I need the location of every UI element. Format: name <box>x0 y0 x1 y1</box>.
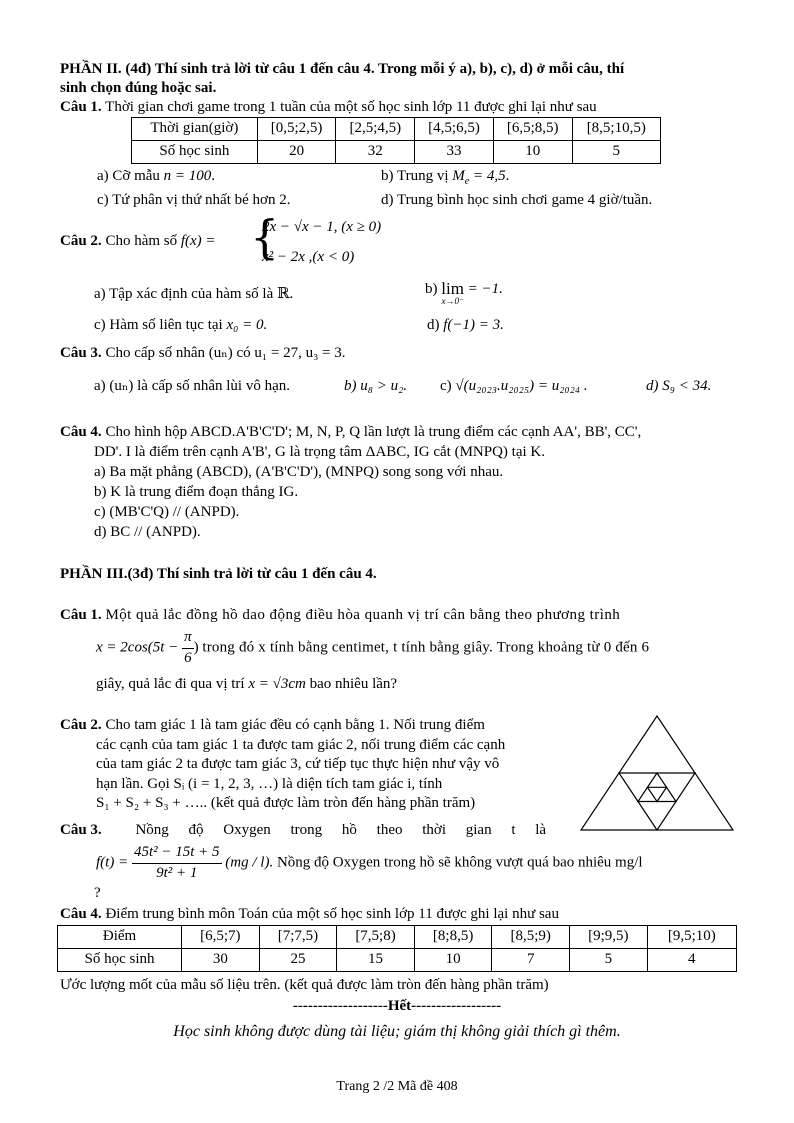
text: giây, quả lắc đi qua vị trí <box>96 676 245 692</box>
option-label: d) <box>427 317 440 333</box>
equation: x = 2cos(5t − <box>96 639 179 656</box>
table-cell: Số học sinh <box>132 141 258 164</box>
table-cell: [8,5;9) <box>492 926 570 949</box>
table-cell: [7,5;8) <box>337 926 415 949</box>
p3-q2-line3: của tam giác 2 ta được tam giác 3, cứ tiếp tục thực hiện như vậy vô <box>96 756 500 772</box>
p2-q1-d: d) Trung bình học sinh chơi game 4 giờ/tuần. <box>381 192 653 208</box>
text: bao nhiêu lần? <box>309 676 398 692</box>
table-cell: 30 <box>182 949 260 972</box>
frac-num: 45t² − 15t + 5 <box>132 843 222 864</box>
text: Nồng độ Oxygen trong hồ theo thời gian t là <box>135 822 547 838</box>
lim-sub: x→0⁻ <box>441 296 464 306</box>
p2-q1-a: a) Cỡ mẫu n = 100. <box>97 168 216 184</box>
p3-q1-eqline: x = 2cos(5t − $\frac{\pi}{6}$ ) trong đó x tính bằng centimet, t tính bằng giây. Trong khoảng từ 0 đến 6 <box>96 628 649 668</box>
p2-q4-c: c) (MB'C'Q) // (ANPD). <box>94 504 240 520</box>
p2-q2 <box>60 232 216 252</box>
p2-q3-label: Câu 3. <box>60 345 102 361</box>
p3-q2-line4: hạn lần. Gọi Sᵢ (i = 1, 2, 3, …) là diện tích tam giác i, tính <box>96 775 443 792</box>
page-footer: Trang 2 /2 Mã đề 408 <box>336 1079 458 1094</box>
option-math: M <box>452 168 465 184</box>
p3-q2-line1 <box>60 716 562 736</box>
p2-q2-fx: f(x) = <box>180 233 216 249</box>
option-text: b) Trung vị <box>381 168 449 184</box>
table-cell: 10 <box>493 141 572 164</box>
p2-q4-b: b) K là trung điểm đoạn thẳng IG. <box>94 484 299 500</box>
unit: (mg / l). <box>225 854 274 871</box>
limit-expr <box>441 280 464 306</box>
table-cell: [9,5;10) <box>647 926 736 949</box>
p2-q2-c <box>94 316 267 336</box>
table-cell: [4,5;6,5) <box>415 118 494 141</box>
p2-q1-table <box>131 117 661 164</box>
p3-q1-label: Câu 1. <box>60 607 102 623</box>
option-math: n = 100 <box>163 168 212 184</box>
p2-q4-line2: DD'. I là điểm trên cạnh A'B', G là trọng tâm ΔABC, IG cắt (MNPQ) tại K. <box>94 444 546 460</box>
text: Điểm trung bình môn Toán của một số học sinh lớp 11 được ghi lại như sau <box>105 906 559 922</box>
p2-q3-b: b) u₈ > u₂. <box>344 378 408 394</box>
frac-num: π <box>182 628 194 649</box>
p2-q1-label: Câu 1. <box>60 99 102 115</box>
table-row <box>58 926 737 949</box>
p2-q4-a: a) Ba mặt phẳng (ABCD), (A'B'C'D'), (MNPQ) song song với nhau. <box>94 464 504 480</box>
option-math: x₀ = 0. <box>226 317 268 333</box>
option-label: c) <box>440 378 452 394</box>
frac-den: 9t² + 1 <box>156 864 198 881</box>
table-cell: 32 <box>336 141 415 164</box>
p3-q1 <box>60 606 620 626</box>
triangle-4 <box>648 787 667 801</box>
end-line: -------------------Hết------------------ <box>292 998 502 1014</box>
p3-q4-after: Ước lượng mốt của mẫu số liệu trên. (kết quả được làm tròn đến hàng phần trăm) <box>60 977 549 993</box>
option-label: b) <box>425 281 438 297</box>
oxygen-fraction <box>132 843 222 883</box>
p2-q1-b: b) Trung vị $M_e = 4,5$. <box>381 168 510 187</box>
pi-over-six <box>182 628 194 668</box>
p3-q4 <box>60 905 559 925</box>
p2-q1 <box>60 98 597 118</box>
table-cell: Thời gian(giờ) <box>132 118 258 141</box>
p3-q1-line1: Một quả lắc đồng hồ dao động điều hòa quanh vị trí cân bằng theo phương trình <box>105 607 621 623</box>
p2-q2-d <box>427 316 504 336</box>
p2-q3-a: a) (uₙ) là cấp số nhân lùi vô hạn. <box>94 378 291 394</box>
option-text: a) Cỡ mẫu <box>97 168 160 184</box>
p2-q2-b <box>425 280 503 306</box>
table-cell: [6,5;7) <box>182 926 260 949</box>
table-cell: [0,5;2,5) <box>257 118 336 141</box>
part3-header: PHẦN III.(3đ) Thí sinh trả lời từ câu 1 đến câu 4. <box>60 566 377 582</box>
table-cell: [8,5;10,5) <box>572 118 660 141</box>
table-cell: [8;8,5) <box>414 926 492 949</box>
exam-note: Học sinh không được dùng tài liệu; giám thị không giải thích gì thêm. <box>173 1023 621 1040</box>
frac-den: 6 <box>184 649 192 666</box>
p2-q4 <box>60 423 641 443</box>
p2-q2-text: Cho hàm số <box>105 233 178 249</box>
table-cell: Số học sinh <box>58 949 182 972</box>
p3-q3-label: Câu 3. <box>60 822 102 838</box>
p3-q1-line3 <box>96 675 397 695</box>
p3-q4-table <box>57 925 737 972</box>
table-cell: 33 <box>415 141 494 164</box>
p3-q3-formula <box>96 843 643 883</box>
p2-q3 <box>60 344 346 364</box>
p3-q3 <box>60 821 546 841</box>
option-math: = −1. <box>467 281 503 297</box>
p2-q4-line1: Cho hình hộp ABCD.A'B'C'D'; M, N, P, Q lần lượt là trung điểm các cạnh AA', BB', CC', <box>105 424 642 440</box>
table-cell: 7 <box>492 949 570 972</box>
p2-q1-text: Thời gian chơi game trong 1 tuần của một số học sinh lớp 11 được ghi lại như sau <box>105 99 597 115</box>
table-row <box>58 949 737 972</box>
p2-q3-c <box>440 377 588 397</box>
table-cell: 5 <box>572 141 660 164</box>
option-math: = 4,5 <box>472 168 506 184</box>
p2-q2-case2: x² − 2x ,(x < 0) <box>262 249 355 265</box>
p2-q2-label: Câu 2. <box>60 233 102 249</box>
table-cell: 4 <box>647 949 736 972</box>
p2-q4-label: Câu 4. <box>60 424 102 440</box>
p2-q2-case1: 2x − √x − 1, (x ≥ 0) <box>262 219 382 235</box>
table-cell: 20 <box>257 141 336 164</box>
p2-q2-a: a) Tập xác định của hàm số là ℝ. <box>94 286 294 302</box>
table-cell: 15 <box>337 949 415 972</box>
p3-q2-line5: S₁ + S₂ + S₃ + ….. (kết quả được làm tròn đến hàng phần trăm) <box>96 795 476 811</box>
option-math: f(−1) = 3. <box>443 317 504 333</box>
p3-q2-label: Câu 2. <box>60 717 102 733</box>
fx: f(t) = <box>96 854 129 871</box>
part2-header-cont: sinh chọn đúng hoặc sai. <box>60 80 217 96</box>
table-row <box>132 118 661 141</box>
table-cell: 25 <box>259 949 337 972</box>
text: Nồng độ Oxygen trong hồ sẽ không vượt quá bao nhiêu mg/l <box>276 854 643 871</box>
table-cell: [7;7,5) <box>259 926 337 949</box>
table-cell: 5 <box>570 949 648 972</box>
p3-q1-line2: trong đó x tính bằng centimet, t tính bằng giây. Trong khoảng từ 0 đến 6 <box>202 639 650 656</box>
p2-q4-d: d) BC // (ANPD). <box>94 524 201 540</box>
table-cell: [9;9,5) <box>570 926 648 949</box>
option-math: √(u₂₀₂₃.u₂₀₂₅) = u₂₀₂₄ . <box>455 378 588 394</box>
p2-q3-text: Cho cấp số nhân (uₙ) có u₁ = 27, u₃ = 3. <box>105 345 346 361</box>
option-text: c) Hàm số liên tục tại <box>94 317 223 333</box>
lim-text: lim <box>441 279 464 298</box>
p3-q2-line2: các cạnh của tam giác 1 ta được tam giác 2, nối trung điểm các cạnh <box>96 736 506 753</box>
table-cell: [2,5;4,5) <box>336 118 415 141</box>
nested-triangles-figure <box>578 712 736 834</box>
brace-symbol: { <box>250 210 280 264</box>
text: Cho tam giác 1 là tam giác đều có cạnh bằng 1. Nối trung điểm <box>105 717 485 733</box>
p3-q4-label: Câu 4. <box>60 906 102 922</box>
option-sub: e <box>464 176 470 187</box>
table-row <box>132 141 661 164</box>
table-cell: 10 <box>414 949 492 972</box>
part2-header: PHẦN II. (4đ) Thí sinh trả lời từ câu 1 đến câu 4. Trong mỗi ý a), b), c), d) ở mỗi câu, thí <box>60 61 625 77</box>
position-math: x = √3cm <box>248 676 306 692</box>
p3-q2 <box>60 716 562 814</box>
p2-q1-c: c) Tứ phân vị thứ nhất bé hơn 2. <box>97 192 291 208</box>
table-cell: Điểm <box>58 926 182 949</box>
p3-q3-qmark: ? <box>94 885 101 901</box>
p2-q3-d: d) S₉ < 34. <box>646 378 712 394</box>
table-cell: [6,5;8,5) <box>493 118 572 141</box>
